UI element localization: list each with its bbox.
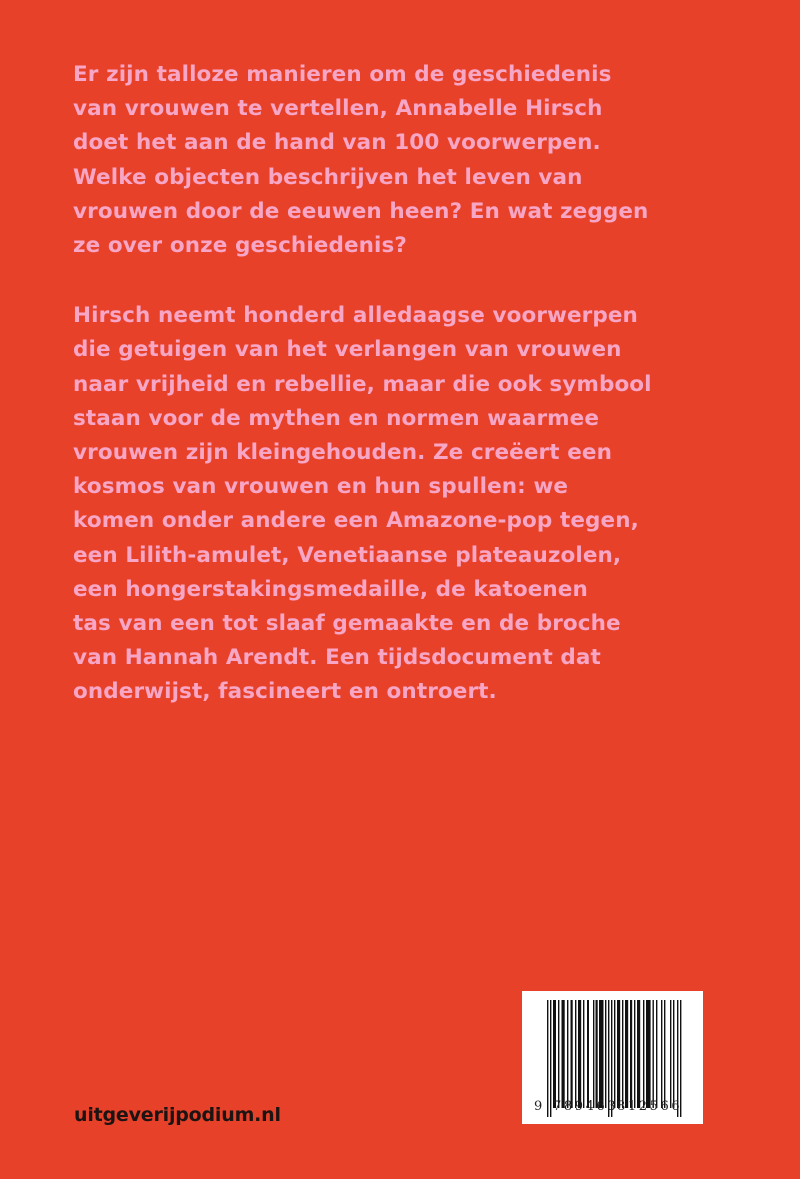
isbn-lead-digit: 9	[534, 1099, 543, 1114]
blurb-paragraph-2	[73, 299, 733, 709]
isbn-right-group: 812566	[617, 1099, 683, 1114]
isbn-left-group: 789463	[553, 1099, 619, 1114]
blurb-line: die getuigen van het verlangen van vrouwen	[73, 337, 622, 363]
blurb-line: tas van een tot slaaf gemaakte en de broche	[73, 611, 621, 637]
isbn-barcode	[522, 991, 703, 1124]
blurb-line: naar vrijheid en rebellie, maar die ook symbool	[73, 371, 652, 397]
cover-blurb	[73, 58, 733, 710]
blurb-line: onderwijst, fascineert en ontroert.	[73, 679, 497, 705]
blurb-line: staan voor de mythen en normen waarmee	[73, 405, 600, 431]
blurb-line: vrouwen zijn kleingehouden. Ze creëert een	[73, 440, 612, 466]
isbn-digits	[522, 1099, 703, 1117]
blurb-line: een Lilith-amulet, Venetiaanse plateauzolen,	[73, 542, 622, 568]
blurb-line: kosmos van vrouwen en hun spullen: we	[73, 474, 569, 500]
blurb-line: een hongerstakingsmedaille, de katoenen	[73, 576, 588, 602]
blurb-line: komen onder andere een Amazone-pop tegen,	[73, 508, 639, 534]
blurb-line: Er zijn talloze manieren om de geschiedenis	[73, 62, 612, 87]
blurb-line: vrouwen door de eeuwen heen? En wat zeggen	[73, 198, 649, 224]
blurb-line: van Hannah Arendt. Een tijdsdocument dat	[73, 645, 601, 671]
publisher-url: uitgeverijpodium.nl	[74, 1104, 281, 1126]
blurb-line: ze over onze geschiedenis?	[73, 233, 407, 259]
blurb-line: Welke objecten beschrijven het leven van	[73, 164, 583, 190]
blurb-line: van vrouwen te vertellen, Annabelle Hirsch	[73, 96, 603, 122]
blurb-line: doet het aan de hand van 100 voorwerpen.	[73, 130, 601, 156]
blurb-line: Hirsch neemt honderd alledaagse voorwerpen	[73, 303, 638, 329]
blurb-paragraph-1	[73, 58, 733, 263]
